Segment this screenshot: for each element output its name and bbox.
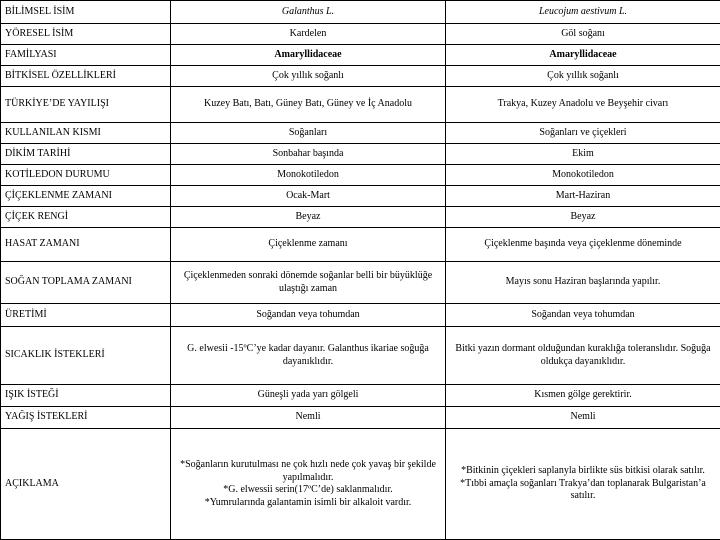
galanthus-note-alkaloid: *Yumrularında galantamin isimli bir alkaloit vardır. [204,496,412,508]
cell-galanthus-rainfall: Nemli [171,407,446,429]
table-row [1,87,720,123]
row-label-planting-date: DİKİM TARİHİ [1,144,171,165]
cell-leucojum-light: Kısmen gölge gerektirir. [446,385,720,407]
table-row [1,429,720,540]
row-label-flower-color: ÇİÇEK RENGİ [1,207,171,228]
row-label-local-name: YÖRESEL İSİM [1,24,171,45]
cell-galanthus-explanation [171,429,446,540]
row-label-rainfall: YAĞIŞ İSTEKLERİ [1,407,171,429]
row-label-cotyledon: KOTİLEDON DURUMU [1,165,171,186]
cell-galanthus-flower-color: Beyaz [171,207,446,228]
cell-leucojum-temperature: Bitki yazın dormant olduğundan kuraklığa toleranslıdır. Soğuğa oldukça dayanıklıdır. [446,327,720,385]
table-row [1,123,720,144]
cell-leucojum-family: Amaryllidaceae [446,45,720,66]
table-row [1,1,720,24]
cell-leucojum-plant-features: Çok yıllık soğanlı [446,66,720,87]
table-row [1,207,720,228]
table-row [1,304,720,327]
cell-leucojum-planting-date: Ekim [446,144,720,165]
leucojum-note-ornamental: *Bitkinin çiçekleri saplanyla birlikte süs bitkisi olarak satılır. [461,465,705,477]
cell-leucojum-used-part: Soğanları ve çiçekleri [446,123,720,144]
table-row [1,228,720,262]
row-label-family: FAMİLYASI [1,45,171,66]
cell-leucojum-production: Soğandan veya tohumdan [446,304,720,327]
row-label-production: ÜRETİMİ [1,304,171,327]
cell-galanthus-planting-date: Sonbahar başında [171,144,446,165]
cell-leucojum-explanation [446,429,720,540]
row-label-harvest-time: HASAT ZAMANI [1,228,171,262]
row-label-distribution: TÜRKİYE’DE YAYILIŞI [1,87,171,123]
table-row [1,186,720,207]
table-row [1,165,720,186]
row-label-bulb-collection: SOĞAN TOPLAMA ZAMANI [1,262,171,304]
cell-galanthus-family: Amaryllidaceae [171,45,446,66]
cell-galanthus-temperature: G. elwesii -15ºC’ye kadar dayanır. Galanthus ikariae soğuğa dayanıklıdır. [171,327,446,385]
row-label-used-part: KULLANILAN KISMI [1,123,171,144]
cell-leucojum-rainfall: Nemli [446,407,720,429]
table-row [1,327,720,385]
cell-leucojum-bulb-collection: Mayıs sonu Haziran başlarında yapılır. [446,262,720,304]
cell-leucojum-cotyledon: Monokotiledon [446,165,720,186]
galanthus-note-drying: *Soğanların kurutulması ne çok hızlı nede çok yavaş bir şekilde yapılmalıdır. [180,459,436,483]
table-row [1,24,720,45]
cell-galanthus-production: Soğandan veya tohumdan [171,304,446,327]
cell-galanthus-cotyledon: Monokotiledon [171,165,446,186]
table-row [1,385,720,407]
cell-leucojum-harvest-time: Çiçeklenme başında veya çiçeklenme döneminde [446,228,720,262]
table-row [1,144,720,165]
row-label-explanation: AÇIKLAMA [1,429,171,540]
cell-galanthus-local-name: Kardelen [171,24,446,45]
galanthus-note-storage: *G. elwessii serin(17ºC’de) saklanmalıdır. [223,484,393,495]
table-row [1,262,720,304]
row-label-plant-features: BİTKİSEL ÖZELLİKLERİ [1,66,171,87]
row-label-light: IŞIK İSTEĞİ [1,385,171,407]
cell-galanthus-bulb-collection: Çiçeklenmeden sonraki dönemde soğanlar belli bir büyüklüğe ulaştığı zaman [171,262,446,304]
row-label-temperature: SICAKLIK İSTEKLERİ [1,327,171,385]
cell-galanthus-used-part: Soğanları [171,123,446,144]
cell-leucojum-local-name: Göl soğanı [446,24,720,45]
row-label-scientific-name: BİLİMSEL İSİM [1,1,171,24]
table-row [1,45,720,66]
cell-galanthus-flowering-time: Ocak-Mart [171,186,446,207]
table-row [1,66,720,87]
row-label-flowering-time: ÇİÇEKLENME ZAMANI [1,186,171,207]
cell-galanthus-plant-features: Çok yıllık soğanlı [171,66,446,87]
cell-leucojum-flower-color: Beyaz [446,207,720,228]
cell-leucojum-distribution: Trakya, Kuzey Anadolu ve Beyşehir civarı [446,87,720,123]
cell-galanthus-light: Güneşli yada yarı gölgeli [171,385,446,407]
cell-galanthus-scientific-name: Galanthus L. [171,1,446,24]
leucojum-note-medicinal: *Tıbbi amaçla soğanları Trakya’dan toplanarak Bulgaristan’a satılır. [460,477,706,502]
cell-leucojum-scientific-name: Leucojum aestivum L. [446,1,720,24]
cell-leucojum-flowering-time: Mart-Haziran [446,186,720,207]
cell-galanthus-distribution: Kuzey Batı, Batı, Güney Batı, Güney ve İç Anadolu [171,87,446,123]
cell-galanthus-harvest-time: Çiçeklenme zamanı [171,228,446,262]
table-row [1,407,720,429]
